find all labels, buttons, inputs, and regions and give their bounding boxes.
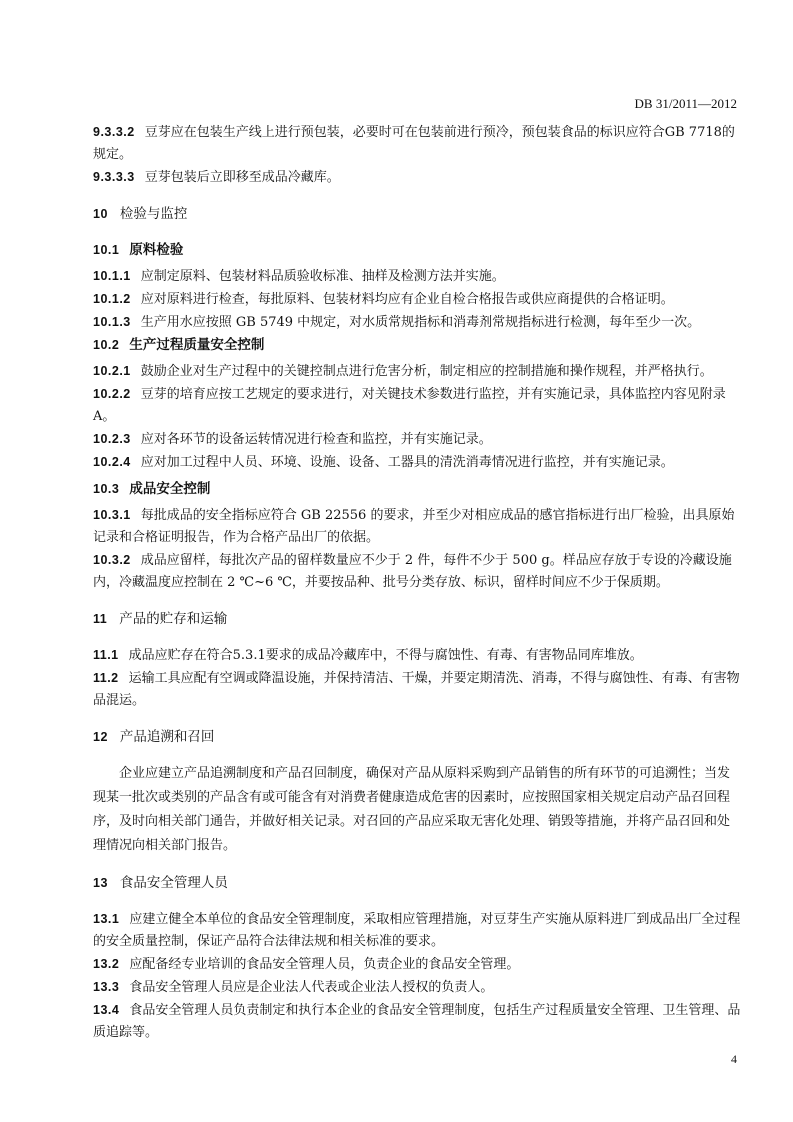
clause-10-2-2: 10.2.2 豆芽的培育应按工艺规定的要求进行，对关键技术参数进行监控，并有实施记录，具体监控内容见附录A。 [93, 387, 726, 424]
clause-10-3-2: 10.3.2 成品应留样，每批次产品的留样数量应不少于 2 件，每件不少于 500 g。样品应存放于专设的冷藏设施内，冷藏温度应控制在 2 ℃~6 ℃，并要按品种、批号分类存放、标识，留样时间应不少于保质期。 [93, 553, 732, 590]
section-heading-13: 13 食品安全管理人员 [93, 875, 228, 890]
clause-9-3-3-3: 9.3.3.3 豆芽包装后立即移至成品冷藏库。 [93, 170, 340, 185]
clause-10-1-3: 10.1.3 生产用水应按照 GB 5749 中规定，对水质常规指标和消毒剂常规指标进行检测，每年至少一次。 [93, 315, 701, 330]
clause-11-1: 11.1 成品应贮存在符合5.3.1要求的成品冷藏库中，不得与腐蚀性、有毒、有害物品同库堆放。 [93, 648, 643, 663]
clause-10-2-3: 10.2.3 应对各环节的设备运转情况进行检查和监控，并有实施记录。 [93, 432, 492, 447]
clause-13-1: 13.1 应建立健全本单位的食品安全管理制度，采取相应管理措施，对豆芽生产实施从原料进厂到成品出厂全过程的安全质量控制，保证产品符合法律法规和相关标准的要求。 [93, 912, 741, 949]
subsection-heading-10-1: 10.1 原料检验 [93, 242, 184, 258]
clause-10-1-2: 10.1.2 应对原料进行检查，每批原料、包装材料均应有企业自检合格报告或供应商提供的合格证明。 [93, 292, 674, 307]
document-body [93, 121, 741, 1044]
clause-11-2: 11.2 运输工具应配有空调或降温设施，并保持清洁、干燥，并要定期清洗、消毒，不得与腐蚀性、有毒、有害物品混运。 [93, 671, 740, 708]
clause-13-2: 13.2 应配备经专业培训的食品安全管理人员，负责企业的食品安全管理。 [93, 957, 520, 972]
clause-13-3: 13.3 食品安全管理人员应是企业法人代表或企业法人授权的负责人。 [93, 980, 494, 995]
section-heading-10: 10 检验与监控 [93, 206, 188, 221]
recall-paragraph: 企业应建立产品追溯制度和产品召回制度，确保对产品从原料采购到产品销售的所有环节的可追溯性；当发现某一批次或类别的产品含有或可能含有对消费者健康造成危害的因素时，应按照国家相关规定启动产品召回程序，及时向相关部门通告，并做好相关记录。对召回的产品应采取无害化处理、销毁等措施，并将产品召回和处理情况向相关部门报告。 [93, 766, 731, 853]
clause-10-3-1: 10.3.1 每批成品的安全指标应符合 GB 22556 的要求，并至少对相应成品的感官指标进行出厂检验，出具原始记录和合格证明报告，作为合格产品出厂的依据。 [93, 508, 735, 545]
subsection-heading-10-3: 10.3 成品安全控制 [93, 481, 211, 497]
clause-10-1-1: 10.1.1 应制定原料、包装材料品质验收标准、抽样及检测方法并实施。 [93, 269, 505, 284]
section-heading-11: 11 产品的贮存和运输 [93, 611, 228, 626]
clause-9-3-3-2: 9.3.3.2 豆芽应在包装生产线上进行预包装，必要时可在包装前进行预冷，预包装食品的标识应符合GB 7718的规定。 [93, 125, 735, 162]
section-heading-12: 12 产品追溯和召回 [93, 729, 215, 744]
standard-code: DB 31/2011—2012 [634, 96, 737, 111]
subsection-heading-10-2: 10.2 生产过程质量安全控制 [93, 337, 265, 353]
clause-10-2-1: 10.2.1 鼓励企业对生产过程中的关键控制点进行危害分析，制定相应的控制措施和操作规程，并严格执行。 [93, 364, 713, 379]
clause-13-4: 13.4 食品安全管理人员负责制定和执行本企业的食品安全管理制度，包括生产过程质量安全管理、卫生管理、品质追踪等。 [93, 1003, 741, 1040]
page-number: 4 [731, 1052, 737, 1066]
clause-10-2-4: 10.2.4 应对加工过程中人员、环境、设施、设备、工器具的清洗消毒情况进行监控，并有实施记录。 [93, 455, 674, 470]
